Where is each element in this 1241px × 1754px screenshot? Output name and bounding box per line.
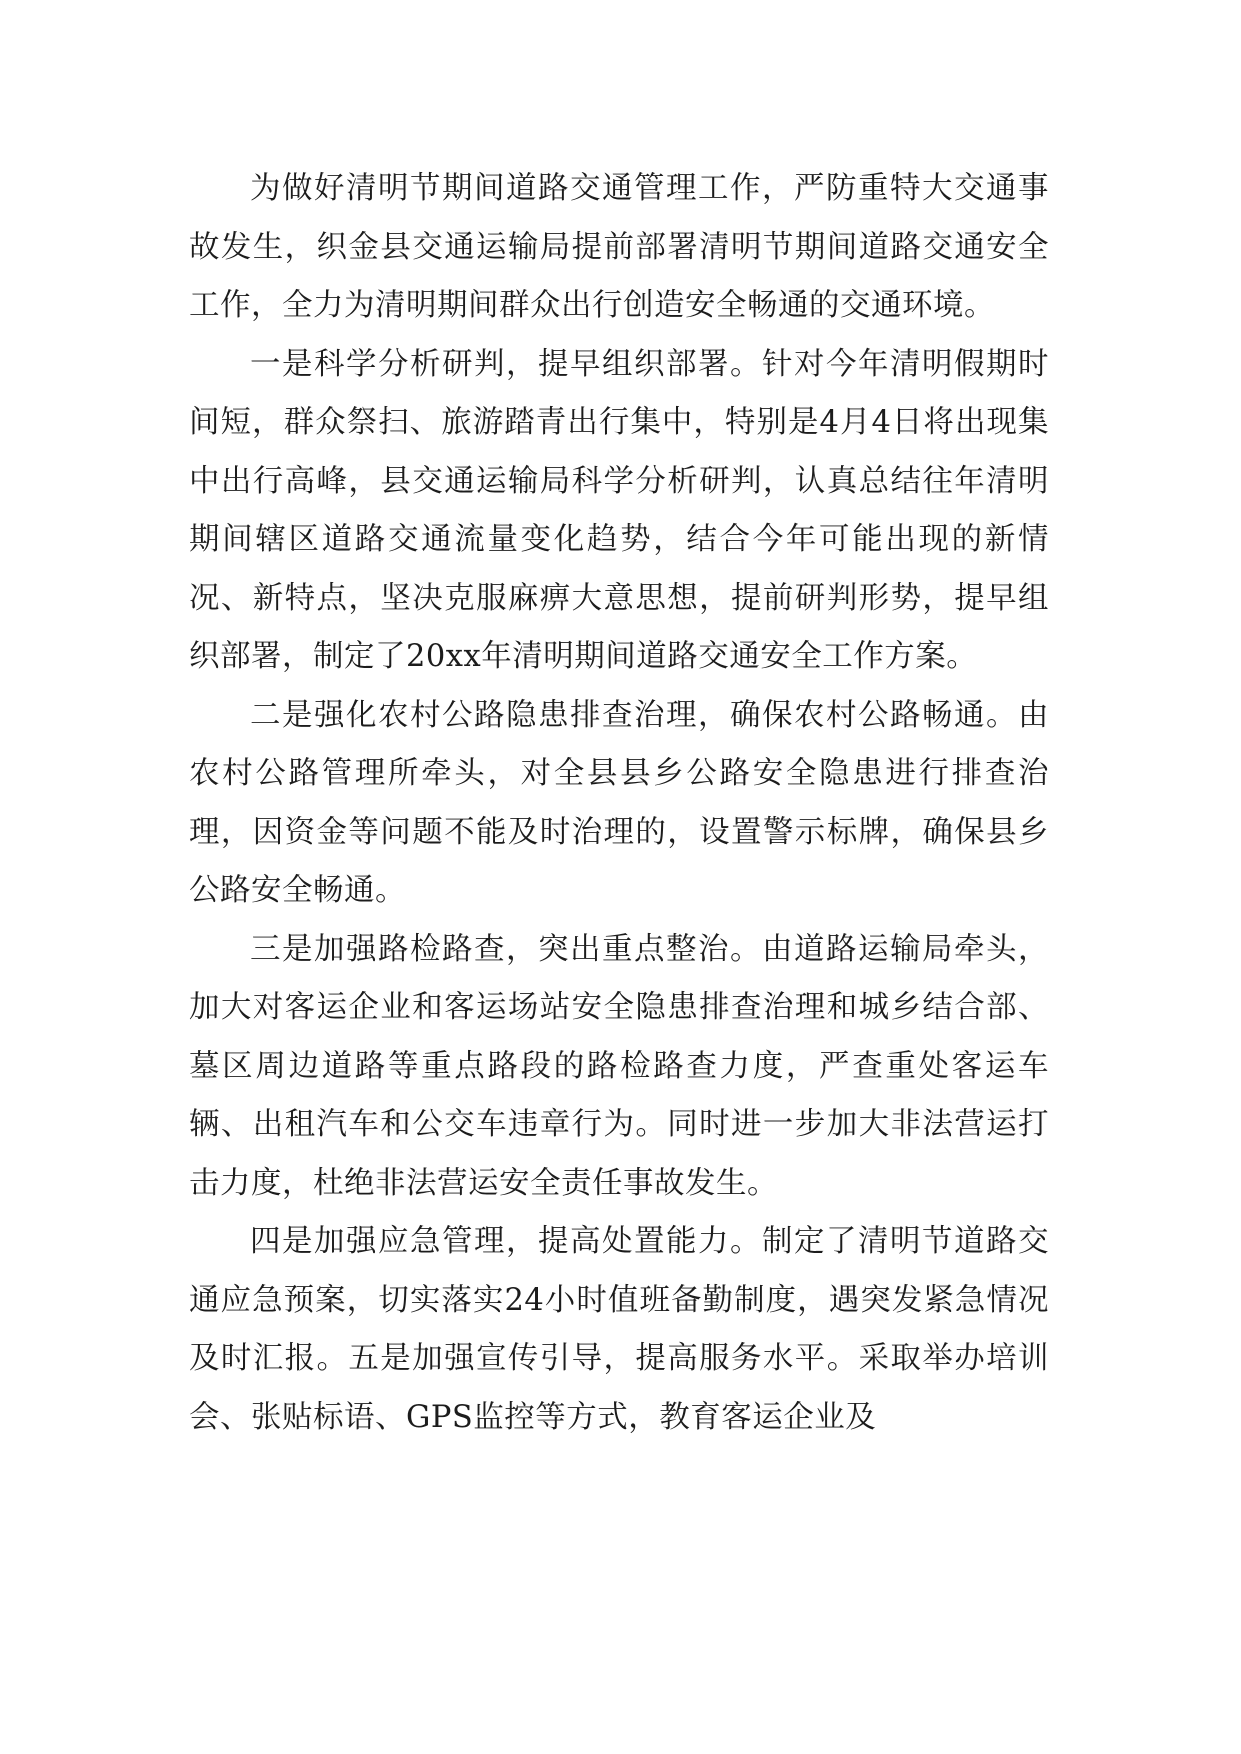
paragraph-intro: 为做好清明节期间道路交通管理工作，严防重特大交通事故发生，织金县交通运输局提前部署清明节期间道路交通安全工作，全力为清明期间群众出行创造安全畅通的交通环境。 — [189, 171, 1049, 323]
paragraph-item-1: 一是科学分析研判，提早组织部署。针对今年清明假期时间短，群众祭扫、旅游踏青出行集中，特别是4月4日将出现集中出行高峰，县交通运输局科学分析研判，认真总结往年清明期间辖区道路交通流量变化趋势，结合今年可能出现的新情况、新特点，坚决克服麻痹大意思想，提前研判形势，提早组织部署，制定了20xx年清明期间道路交通安全工作方案。 — [189, 346, 1049, 674]
paragraph-item-2: 二是强化农村公路隐患排查治理，确保农村公路畅通。由农村公路管理所牵头，对全县县乡公路安全隐患进行排查治理，因资金等问题不能及时治理的，设置警示标牌，确保县乡公路安全畅通。 — [189, 697, 1049, 908]
paragraph-item-3: 三是加强路检路查，突出重点整治。由道路运输局牵头，加大对客运企业和客运场站安全隐患排查治理和城乡结合部、墓区周边道路等重点路段的路检路查力度，严查重处客运车辆、出租汽车和公交车违章行为。同时进一步加大非法营运打击力度，杜绝非法营运安全责任事故发生。 — [189, 931, 1049, 1201]
paragraph-item-4: 四是加强应急管理，提高处置能力。制定了清明节道路交通应急预案，切实落实24小时值班备勤制度，遇突发紧急情况及时汇报。五是加强宣传引导，提高服务水平。采取举办培训会、张贴标语、GPS监控等方式，教育客运企业及 — [189, 1224, 1049, 1435]
document-body — [189, 160, 1049, 1447]
